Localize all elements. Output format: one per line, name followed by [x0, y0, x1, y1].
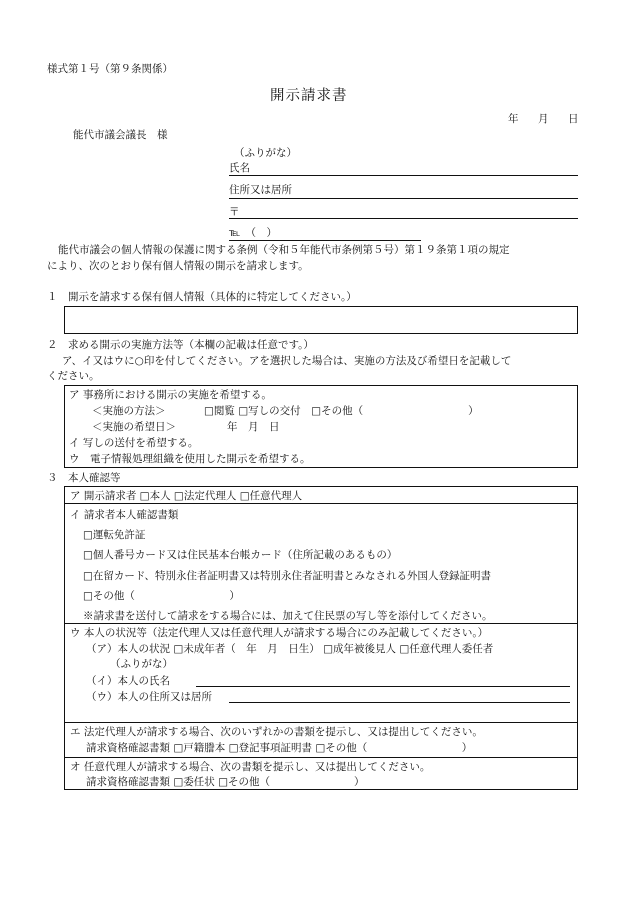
option-a-onsite[interactable]: ア 事務所における開示の実施を希望する。	[69, 389, 272, 401]
form-number: 様式第１号（第９条関係）	[47, 63, 173, 75]
id-doc-residence-card[interactable]: □在留カード、特別永住者証明書又は特別永住者証明書とみなされる外国人登録証明書	[83, 570, 491, 582]
requester-type[interactable]: ア 開示請求者 □本人 □法定代理人 □任意代理人	[70, 490, 303, 502]
preferred-date-label: ＜実施の希望日＞	[92, 421, 176, 433]
requester-address-field-1[interactable]	[229, 198, 578, 199]
principal-address-field[interactable]	[229, 702, 570, 703]
id-doc-mynumber[interactable]: □個人番号カード又は住民基本台帳カード（住所記載のあるもの）	[83, 549, 398, 561]
method-choices[interactable]: □閲覧 □写しの交付 □その他（ ）	[204, 405, 479, 417]
divider	[64, 623, 578, 624]
principal-name-label: （イ）本人の氏名	[86, 675, 170, 687]
principal-status[interactable]: （ア）本人の状況 □未成年者（ 年 月 日生） □成年被後見人 □任意代理人委任者	[86, 643, 494, 655]
section2-note-2: ください。	[47, 370, 100, 382]
principal-status-heading: ウ 本人の状況等（法定代理人又は任意代理人が請求する場合にのみ記載してください。）	[70, 627, 489, 639]
requester-furigana: （ふりがな）	[234, 147, 297, 159]
id-doc-other[interactable]: □その他（ ）	[83, 590, 240, 602]
id-doc-license[interactable]: □運転免許証	[83, 529, 146, 541]
section1-heading: １ 開示を請求する保有個人情報（具体的に特定してください。）	[47, 291, 357, 303]
section1-input-box[interactable]	[64, 306, 578, 334]
option-i-mail[interactable]: イ 写しの送付を希望する。	[69, 437, 199, 449]
requester-name-field[interactable]	[229, 175, 578, 176]
intro-line-1: 能代市議会の個人情報の保護に関する条例（令和５年能代市条例第５号）第１９条第１項の規定	[58, 244, 510, 256]
date-year-label: 年	[508, 113, 519, 125]
page-title: 開示請求書	[270, 88, 348, 104]
date-day-label: 日	[568, 113, 579, 125]
requester-address-field-2[interactable]	[229, 218, 578, 219]
requester-address-label: 住所又は居所	[229, 184, 292, 196]
section2-note-1: ア、イ又はウに○印を付してください。アを選択した場合は、実施の方法及び希望日を記載して	[62, 355, 512, 367]
tel-field[interactable]	[229, 240, 421, 241]
addressee: 能代市議会議長 様	[73, 129, 168, 141]
principal-address-label: （ウ）本人の住所又は居所	[86, 691, 212, 703]
method-label: ＜実施の方法＞	[92, 405, 166, 417]
legal-agent-docs[interactable]: 請求資格確認書類 □戸籍謄本 □登記事項証明書 □その他（ ）	[86, 742, 473, 754]
principal-furigana: （ふりがな）	[110, 658, 173, 670]
legal-agent-heading: エ 法定代理人が請求する場合、次のいずれかの書類を提示し、又は提出してください。	[70, 726, 483, 738]
voluntary-agent-heading: オ 任意代理人が請求する場合、次の書類を提示し、又は提出してください。	[70, 761, 431, 773]
tel-label: ℡ （ ）	[229, 227, 278, 239]
section3-heading: ３ 本人確認等	[47, 472, 121, 484]
requester-name-label: 氏名	[229, 162, 250, 174]
divider	[64, 722, 578, 723]
voluntary-agent-docs[interactable]: 請求資格確認書類 □委任状 □その他（ ）	[86, 776, 365, 788]
date-month-label: 月	[538, 113, 549, 125]
section2-heading: ２ 求める開示の実施方法等（本欄の記載は任意です。）	[47, 339, 314, 351]
principal-name-field[interactable]	[196, 686, 570, 687]
id-docs-heading: イ 請求者本人確認書類	[70, 509, 179, 521]
option-u-electronic[interactable]: ウ 電子情報処理組織を使用した開示を希望する。	[69, 453, 311, 465]
divider	[64, 503, 578, 504]
preferred-date-value[interactable]: 年 月 日	[227, 421, 280, 433]
postal-mark: 〒	[229, 206, 240, 218]
id-doc-note: ※請求書を送付して請求をする場合には、加えて住民票の写し等を添付してください。	[83, 610, 493, 622]
intro-line-2: により、次のとおり保有個人情報の開示を請求します。	[47, 260, 309, 272]
divider	[64, 757, 578, 758]
